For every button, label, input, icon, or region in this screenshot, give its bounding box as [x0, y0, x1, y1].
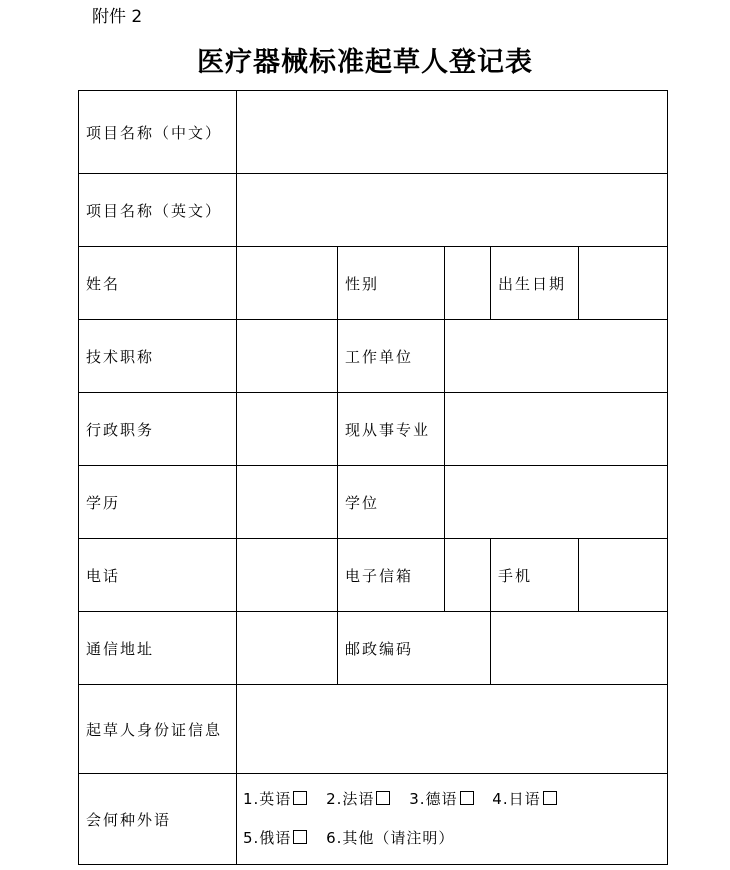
tech-title-label: 技术职称	[79, 320, 237, 393]
email-label: 电子信箱	[338, 539, 445, 612]
checkbox-icon[interactable]	[460, 791, 474, 805]
phone-field[interactable]	[237, 539, 338, 612]
languages-label: 会何种外语	[79, 774, 237, 865]
education-field[interactable]	[237, 466, 338, 539]
admin-position-label: 行政职务	[79, 393, 237, 466]
checkbox-icon[interactable]	[293, 791, 307, 805]
page-title: 医疗器械标准起草人登记表	[197, 47, 533, 78]
address-label: 通信地址	[79, 612, 237, 685]
degree-label: 学位	[338, 466, 445, 539]
work-unit-field[interactable]	[445, 320, 668, 393]
language-option-french[interactable]: 2.法语	[326, 780, 390, 819]
gender-label: 性别	[338, 247, 445, 320]
checkbox-icon[interactable]	[543, 791, 557, 805]
id-info-field[interactable]	[237, 685, 668, 774]
attachment-label: 附件 2	[92, 7, 143, 27]
language-option-other[interactable]: 6.其他（请注明）	[326, 829, 455, 847]
mobile-label: 手机	[491, 539, 579, 612]
current-major-label: 现从事专业	[338, 393, 445, 466]
language-option-english[interactable]: 1.英语	[243, 780, 307, 819]
checkbox-icon[interactable]	[376, 791, 390, 805]
degree-field[interactable]	[445, 466, 668, 539]
gender-field[interactable]	[445, 247, 491, 320]
languages-options	[237, 774, 668, 865]
project-name-en-label: 项目名称（英文）	[79, 174, 237, 247]
tech-title-field[interactable]	[237, 320, 338, 393]
language-option-japanese[interactable]: 4.日语	[492, 780, 556, 819]
project-name-cn-field[interactable]	[237, 91, 668, 174]
project-name-en-field[interactable]	[237, 174, 668, 247]
mobile-field[interactable]	[579, 539, 668, 612]
name-field[interactable]	[237, 247, 338, 320]
checkbox-icon[interactable]	[293, 830, 307, 844]
language-option-german[interactable]: 3.德语	[409, 780, 473, 819]
email-field[interactable]	[445, 539, 491, 612]
education-label: 学历	[79, 466, 237, 539]
postal-code-field[interactable]	[491, 612, 668, 685]
birth-date-label: 出生日期	[491, 247, 579, 320]
project-name-cn-label: 项目名称（中文）	[79, 91, 237, 174]
current-major-field[interactable]	[445, 393, 668, 466]
postal-code-label: 邮政编码	[338, 612, 491, 685]
id-info-label: 起草人身份证信息	[79, 685, 237, 774]
address-field[interactable]	[237, 612, 338, 685]
work-unit-label: 工作单位	[338, 320, 445, 393]
phone-label: 电话	[79, 539, 237, 612]
birth-date-field[interactable]	[579, 247, 668, 320]
registration-form	[78, 90, 668, 865]
language-option-russian[interactable]: 5.俄语	[243, 819, 307, 858]
name-label: 姓名	[79, 247, 237, 320]
admin-position-field[interactable]	[237, 393, 338, 466]
